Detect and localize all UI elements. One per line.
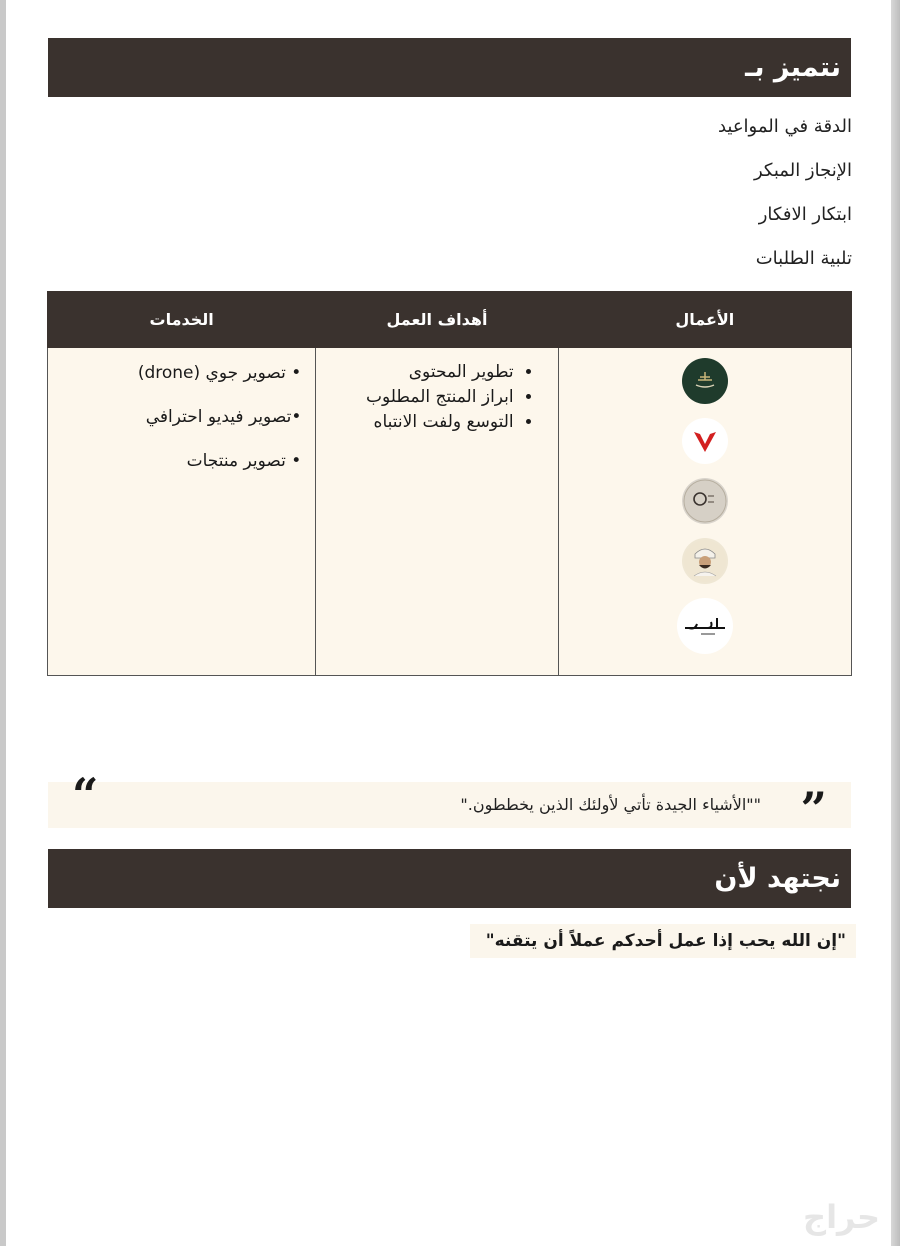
quote-box [48,768,851,836]
quote-open-icon: ” [800,782,827,836]
brand-logo-calligraphy-icon [677,598,733,654]
header-services: الخدمات [48,292,316,348]
header-goals: أهداف العمل [316,292,558,348]
features-list [452,108,852,284]
brand-logo-portrait-icon [682,538,728,584]
goals-list [316,360,535,435]
goals-cell [316,348,558,676]
table-row [48,348,852,676]
works-cell [558,348,851,676]
goal-item: • تطوير المحتوى [316,360,513,385]
services-list [48,348,315,492]
feature-item: الإنجاز المبكر [754,160,852,181]
goal-item: • التوسع ولفت الانتباه [316,410,513,435]
section-heading-title: نتميز بـ [745,52,841,83]
quote-text: ""الأشياء الجيدة تأتي لأولئك الذين يخططون." [460,795,761,814]
quote-close-icon: “ [72,768,99,822]
feature-item: الدقة في المواعيد [717,116,852,137]
section-heading-distinguish [48,38,851,97]
header-works: الأعمال [558,292,851,348]
brand-logo-skin-spa-icon [682,478,728,524]
brand-logo-red-arrow-icon [682,418,728,464]
goal-item: • ابراز المنتج المطلوب [316,385,513,410]
page-scrollbar[interactable] [886,0,900,1246]
service-item: • تصوير جوي (drone) [137,363,302,383]
client-logos [559,348,851,668]
services-cell [48,348,316,676]
hadith-quote: "إن الله يحب إذا عمل أحدكم عملاً أن يتقنه" [470,924,856,958]
feature-item: تلبية الطلبات [755,248,852,269]
service-item: • تصوير منتجات [186,451,302,471]
section-heading-title: نجتهد لأن [714,863,841,894]
brand-logo-green-icon [682,358,728,404]
page-left-edge [0,0,6,1246]
service-item: •تصوير فيديو احترافي [145,407,302,427]
feature-item: ابتكار الافكار [758,204,852,225]
works-table [47,291,852,676]
table-header-row [48,292,852,348]
watermark-logo: حراج [803,1198,880,1236]
section-heading-strive [48,849,851,908]
